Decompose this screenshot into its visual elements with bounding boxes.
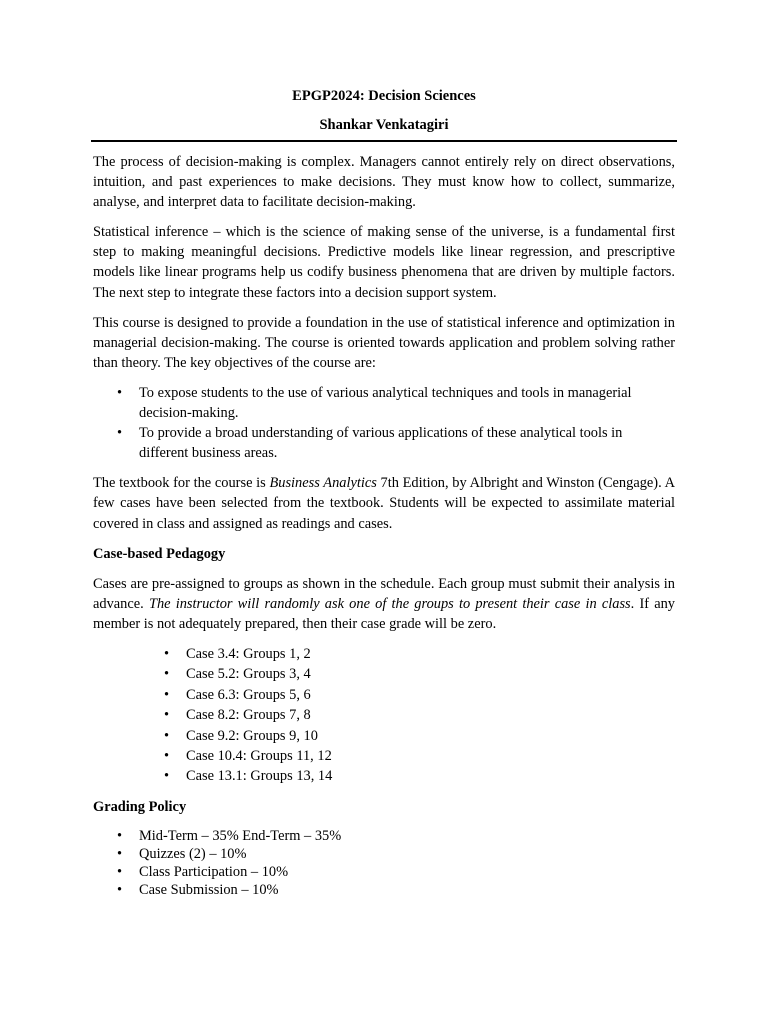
pedagogy-heading: Case-based Pedagogy — [93, 545, 226, 562]
list-item — [164, 685, 675, 705]
pedagogy-paragraph — [93, 574, 675, 634]
list-item — [164, 644, 675, 664]
grading-text: Class Participation – 10% — [139, 864, 289, 881]
bullet-icon: • — [164, 666, 170, 683]
objective-text: To expose students to the use of various analytical techniques and tools in managerial decision-making. — [139, 384, 632, 422]
case-list — [93, 644, 675, 787]
bullet-icon: • — [164, 686, 170, 703]
case-text: Case 9.2: Groups 9, 10 — [186, 727, 318, 744]
grading-heading: Grading Policy — [93, 798, 187, 815]
list-item — [164, 664, 675, 684]
list-item — [117, 881, 675, 899]
bullet-icon: • — [164, 747, 170, 764]
case-text: Case 6.3: Groups 5, 6 — [186, 686, 311, 703]
textbook-text-after: 7th Edition, by Albright and Winston (Cengage). A few cases have been selected from the textbook. Students will be expected to assimilate material covered in class and assigned as readings and cases. — [93, 475, 675, 532]
pedagogy-italic-text: The instructor will randomly ask one of the groups to present their case in class — [148, 595, 631, 612]
list-item — [117, 827, 675, 845]
instructor-name: Shankar Venkatagiri — [319, 117, 449, 133]
list-item — [164, 746, 675, 766]
case-text: Case 8.2: Groups 7, 8 — [186, 707, 311, 724]
list-item — [164, 705, 675, 725]
intro-paragraph-2: Statistical inference – which is the science of making sense of the universe, is a fundamental first step to making meaningful decisions. Predictive models like linear regression, and prescriptive models like linear programs help us codify business phenomena that are driven by multiple factors. The next step to integrate these factors into a decision support system. — [93, 224, 675, 301]
case-text: Case 13.1: Groups 13, 14 — [186, 768, 333, 785]
header-divider — [91, 140, 677, 142]
list-item — [117, 863, 675, 881]
textbook-title: Business Analytics — [269, 475, 377, 492]
case-text: Case 3.4: Groups 1, 2 — [186, 645, 311, 662]
list-item — [117, 423, 675, 463]
list-item — [117, 383, 675, 423]
case-text: Case 5.2: Groups 3, 4 — [186, 666, 311, 683]
course-title: EPGP2024: Decision Sciences — [292, 88, 476, 104]
pedagogy-text-before: Cases are pre-assigned to groups as shown in the schedule. Each group must submit their analysis in advance. — [93, 575, 675, 612]
bullet-icon: • — [164, 768, 170, 785]
case-text: Case 10.4: Groups 11, 12 — [186, 747, 332, 764]
bullet-icon: • — [117, 425, 123, 442]
bullet-icon: • — [117, 882, 123, 899]
textbook-paragraph — [93, 473, 675, 533]
objective-text: To provide a broad understanding of various applications of these analytical tools in different business areas. — [139, 425, 623, 462]
textbook-text-before: The textbook for the course is — [93, 475, 270, 492]
grading-text: Quizzes (2) – 10% — [139, 845, 247, 862]
grading-list — [93, 827, 675, 900]
bullet-icon: • — [117, 384, 123, 401]
bullet-icon: • — [117, 845, 123, 862]
pedagogy-text-after: . If any member is not adequately prepared, then their case grade will be zero. — [93, 595, 675, 632]
list-item — [117, 845, 675, 863]
list-item — [164, 726, 675, 746]
intro-paragraph-1: The process of decision-making is complex. Managers cannot entirely rely on direct observations, intuition, and past experiences to make decisions. They must know how to collect, summarize, analyse, and interpret data to facilitate decision-making. — [93, 154, 675, 211]
grading-text: Mid-Term – 35% End-Term – 35% — [139, 827, 342, 844]
bullet-icon: • — [164, 645, 170, 662]
intro-paragraph-3: This course is designed to provide a foundation in the use of statistical inference and optimization in managerial decision-making. The course is oriented towards application and problem solving rather than theory. The key objectives of the course are: — [93, 314, 675, 371]
bullet-icon: • — [117, 827, 123, 844]
bullet-icon: • — [164, 727, 170, 744]
objectives-list — [93, 383, 675, 463]
bullet-icon: • — [117, 864, 123, 881]
document-page — [93, 86, 675, 900]
grading-text: Case Submission – 10% — [139, 882, 279, 899]
list-item — [164, 766, 675, 786]
bullet-icon: • — [164, 707, 170, 724]
